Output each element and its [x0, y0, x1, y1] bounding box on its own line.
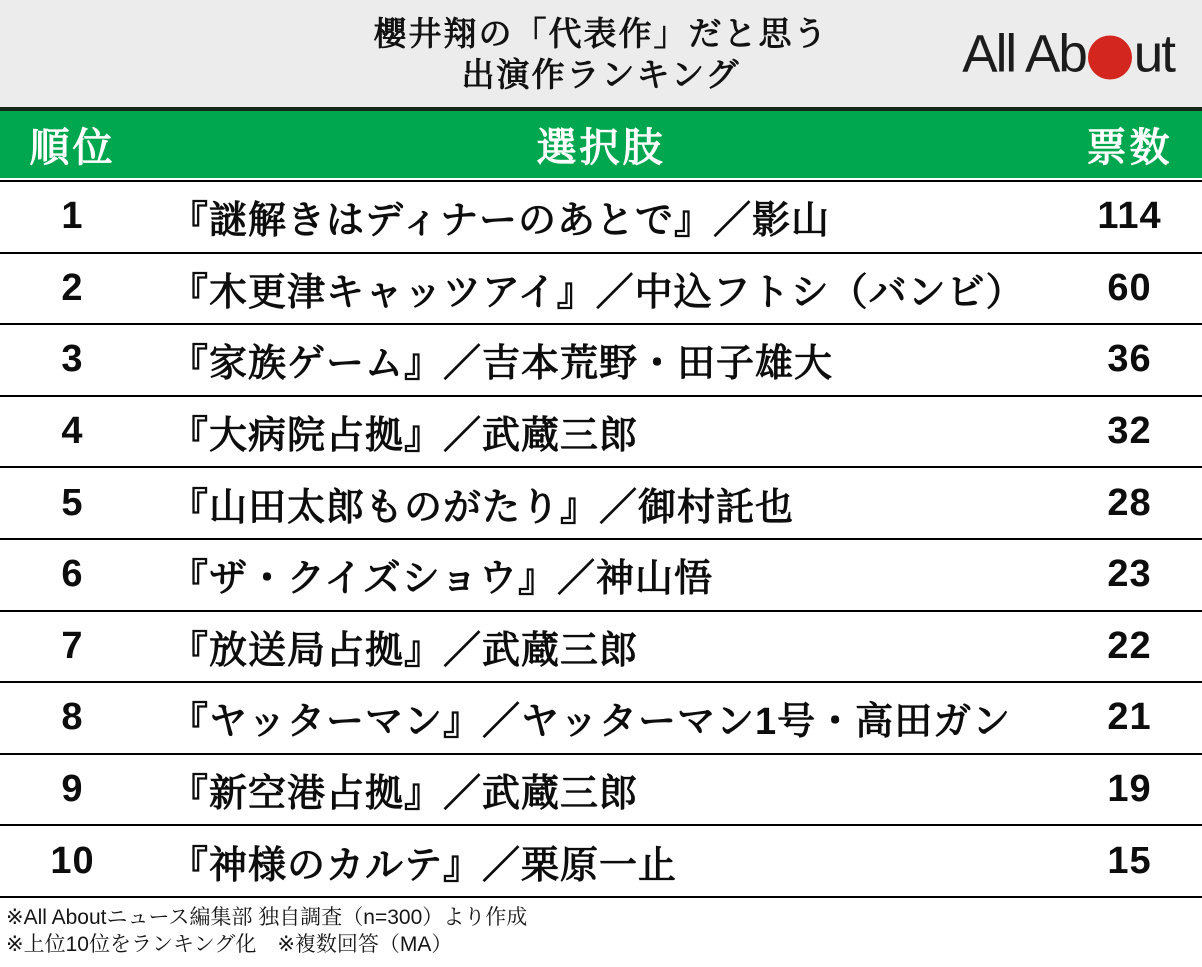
allabout-logo — [962, 23, 1174, 84]
votes-cell: 60 — [1107, 266, 1152, 309]
votes-cell: 114 — [1097, 195, 1162, 238]
table-row — [0, 826, 1202, 898]
votes-cell: 28 — [1107, 481, 1152, 524]
votes-cell: 15 — [1107, 839, 1152, 882]
logo-text-after: ut — [1133, 24, 1174, 83]
logo-text-before: All Ab — [962, 24, 1086, 83]
page-title — [374, 13, 829, 95]
table-row — [0, 397, 1202, 469]
choice-cell: 『ザ・クイズショウ』／神山悟 — [170, 558, 713, 601]
votes-cell: 36 — [1107, 338, 1152, 381]
rank-cell: 2 — [61, 266, 84, 309]
rank-cell: 8 — [61, 696, 84, 739]
column-header-rank: 順位 — [29, 126, 116, 170]
votes-cell: 22 — [1107, 624, 1152, 667]
choice-cell: 『家族ゲーム』／吉本荒野・田子雄大 — [170, 343, 834, 386]
table-row — [0, 612, 1202, 684]
choice-cell: 『神様のカルテ』／栗原一止 — [170, 844, 678, 887]
table-row — [0, 540, 1202, 612]
rank-cell: 3 — [61, 338, 84, 381]
rank-cell: 10 — [50, 839, 95, 882]
choice-cell: 『山田太郎ものがたり』／御村託也 — [170, 486, 795, 529]
choice-cell: 『放送局占拠』／武蔵三郎 — [170, 629, 639, 672]
column-header-votes: 票数 — [1086, 126, 1173, 170]
footnote-line2: ※上位10位をランキング化 ※複数回答（MA） — [6, 932, 453, 956]
footnote-line1: ※All Aboutニュース編集部 独自調査（n=300）より作成 — [6, 905, 528, 929]
votes-cell: 32 — [1107, 410, 1152, 453]
choice-cell: 『大病院占拠』／武蔵三郎 — [170, 415, 639, 458]
table-row — [0, 325, 1202, 397]
table-row — [0, 254, 1202, 326]
table-row — [0, 182, 1202, 254]
choice-cell: 『謎解きはディナーのあとで』／影山 — [170, 200, 830, 243]
votes-cell: 19 — [1107, 768, 1152, 811]
page-title-line1: 櫻井翔の「代表作」だと思う — [373, 14, 829, 52]
footnotes — [0, 898, 1202, 958]
table-row — [0, 683, 1202, 755]
table-header-row — [0, 107, 1202, 178]
page-title-line2: 出演作ランキング — [461, 55, 741, 93]
votes-cell: 23 — [1107, 553, 1152, 596]
header — [0, 0, 1202, 107]
logo-red-dot-icon — [1088, 36, 1132, 80]
choice-cell: 『新空港占拠』／武蔵三郎 — [170, 773, 639, 816]
table-row — [0, 755, 1202, 827]
column-header-choice: 選択肢 — [536, 126, 666, 170]
table-row — [0, 468, 1202, 540]
choice-cell: 『ヤッターマン』／ヤッターマン1号・高田ガン — [170, 701, 1012, 744]
rank-cell: 5 — [61, 481, 84, 524]
rank-cell: 7 — [61, 624, 84, 667]
votes-cell: 21 — [1107, 696, 1152, 739]
rank-cell: 6 — [61, 553, 84, 596]
rank-cell: 9 — [61, 768, 84, 811]
rank-cell: 4 — [61, 410, 84, 453]
ranking-table — [0, 180, 1202, 898]
rank-cell: 1 — [61, 195, 84, 238]
choice-cell: 『木更津キャッツアイ』／中込フトシ（バンビ） — [170, 271, 1025, 314]
